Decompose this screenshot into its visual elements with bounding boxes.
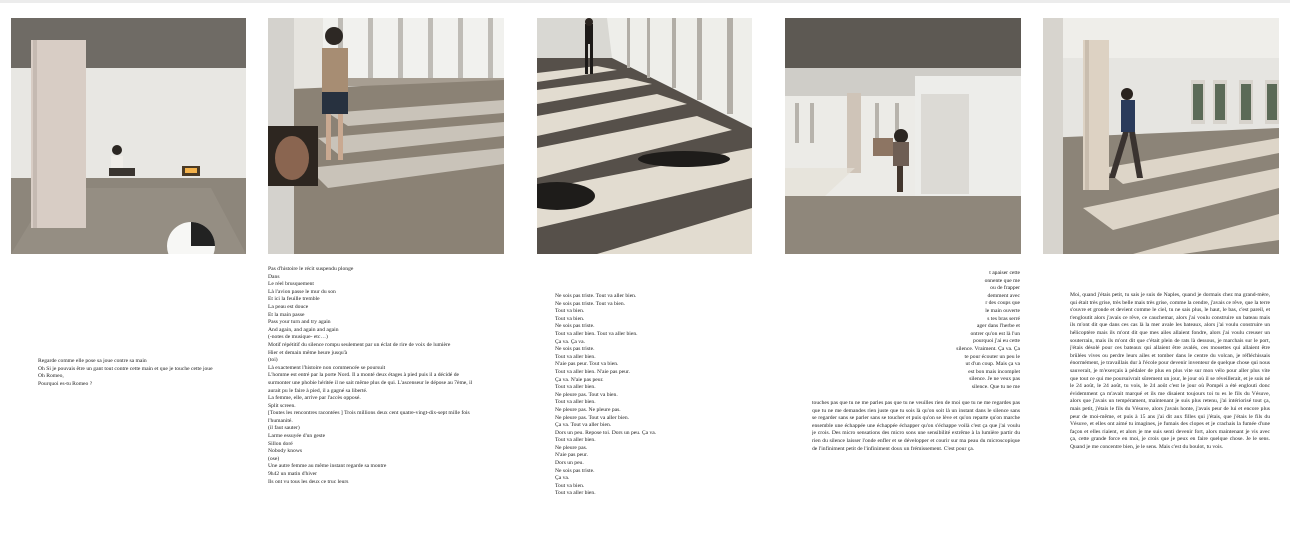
- text-column-1: Regarde comme elle pose sa joue contre sa main Oh Si je pouvais être un gant tout contre cette main et que je touche cette joue Oh Romeo, Pourquoi es-tu Romeo ?: [38, 358, 213, 387]
- top-divider: [0, 0, 1290, 3]
- photograph-icon: [268, 18, 504, 254]
- text-column-4-fragment: t apaiser cette onnente que me ou de frapper demment avec r des coups que le main ouverte s tes bras serré ager dans l'herbe et ontrer qu'on est là l'un pourquoi j'ai eu cette silence. Vraiment. Ça va. Ça te pour écouter un peu le ut d'un coup. Mais ça va est bon mais incomplet silence. Je ne veux pas silence. Que tu ne me: [956, 270, 1020, 390]
- photograph-icon: [537, 18, 752, 254]
- photo-woman-seated-in-doorway: [785, 18, 1021, 254]
- text-column-5: Moi, quand j'étais petit, tu sais je suis de Naples, quand je dormais chez ma grand-mère, qui était très grise, très belle mais très grise, comme la cendre, j'avais ce rêve, que la terre s'ouvre et gronde et devient comme le ciel, tu ne sais plus, le haut, le bas, c'est pareil, et t'engloutit alors j'avais ce rêve, ce cauchemar, alors j'ai voulu construire un bateau mais ils m'ont dit que dans ces cas là la mer avale les bateaux, alors j'ai voulu construire un hélicoptère mais ils m'ont dit que mes ailes allaient fondre, alors j'ai voulu creuser un souterrain, mais ils m'ont dit que c'était plein de rats là dessous, je marchais sur le port, j'étais désolé pour ces bateaux qui allaient être avalés, ces mouettes qui allaient être brûlées vives ou perdre leurs ailes et tomber dans le centre du volcan, je réfléchissais énormément, je travaillais dur à l'école pour devenir inventeur de quelque chose qui nous sauverait, je m'exerçais à pédaler de plus en plus vite sur mon vélo pour aller plus vite que tout ce qui me poursuivrait sûrement un jour, le jour où il se réveillerait, et je suis né le 24 août, le 24 août, tu vois, le 24 août c'est le jour où Pompéi a été englouti donc évidemment ça m'avait marqué et ils me disaient toujours toi tu es le fils du Vésuve, alors que j'avais un tempérament, maintenant je suis plus retenu, j'ai intériorisé tout ça, mais petit, j'étais le fils du Vésuve, alors j'avais honte, j'avais peur de lui et encore plus peur de moi-même, et puis à 15 ans j'ai dit aux filles qui j'étais, que j'étais le fils du Vésuve, et elles ont aimé tu imagines, je fumais des clopes et je crachais la fumée d'une façon et elles riaient, et alors je me suis senti devenir fort, alors maintenant je vis avec ça, cette grande force en moi, je crois que je peux en faire quelque chose. Je le sens. Quand je me concentre bien, je le sens. Mais c'est du boulot, tu vois.: [1070, 292, 1270, 450]
- text-column-3: Ne sois pas triste. Tout va aller bien. Ne sois pas triste. Tout va bien. Tout va bien. Tout va bien. Ne sois pas triste. Tout va aller bien. Tout va aller bien. Ça va. Ça va. Ne sois pas triste. Tout va aller bien. N'aie pas peur. Tout va bien. Tout va aller bien. N'aie pas peur. Ça va. N'aie pas peur. Tout va aller bien. Ne pleure pas. Tout va bien. Tout va aller bien. Ne pleure pas. Ne pleure pas. Ne pleure pas. Tout va aller bien. Ça va. Tout va aller bien. Dors un peu. Repose toi. Dors un peu. Ça va. Tout va aller bien. Ne pleure pas. N'aie pas peur. Dors un peu. Ne sois pas triste. Ça va. Tout va bien. Tout va aller bien.: [555, 293, 657, 497]
- photo-woman-against-wall: [11, 18, 246, 254]
- photograph-icon: [11, 18, 246, 254]
- photo-woman-at-window: [268, 18, 504, 254]
- text-column-2: Pas d'histoire le récit suspendu plonge Dans Le réel brusquement Là l'avion passe le mur du son Et ici la feuille tremble La peau est douce Et la main passe Pass your turn and try again And again, and again and again (-notes de musique- etc…) Motif répétitif du silence rompu seulement par un éclat de rire de voix de lumière Hier et demain même heure jusqu'à (toi) Là exactement l'histoire non commencée se poursuit L'homme est entré par la porte Nord. Il a monté deux étages à pied puis il a décidé de surmonter une phobie héritée il ne sait même plus de qui. L'ascenseur le dépose au 7ème, il aurait pu le faire à pied, il a gagné sa liberté. La femme, elle, arrive par l'accès opposé. Split screen. [Toutes les rencontres racontées ] Trois millions deux cent quatre-vingt-dix-sept mille fois l'humanité. (il faut sauter) Larme essuyée d'un geste Sillon doré Nobody knows (ose) Une autre femme au même instant regarde sa montre 9h42 un matin d'hiver Ils ont vu tous les deux ce truc leurs: [268, 266, 473, 485]
- photograph-icon: [785, 18, 1021, 254]
- photo-man-leaning-on-pillar: [1043, 18, 1279, 254]
- text-column-4: touches pas que tu ne me parles pas que tu ne veuilles rien de moi que tu ne me regardes pas que tu ne me demandes rien juste que tu sois là qu'on soit là un instant dans le silence sans se regarder sans se parler sans se toucher et puis qu'on se lève et qu'on reparte qu'on marche ensemble une échappée une échappée échapper qu'on s'échappe voilà c'est ça que j'ai voulu je crois. Des micro sensations des micro sons une sensibilité extrême à la lumière partir du rien du silence laisser l'onde enfler et se développer et courir sur ma peau du microscopique de l'infiniment petit de l'infiniment doux un frémissement. C'est pour ça.: [812, 400, 1020, 452]
- photo-woman-in-sunlit-corridor: [537, 18, 752, 254]
- photograph-icon: [1043, 18, 1279, 254]
